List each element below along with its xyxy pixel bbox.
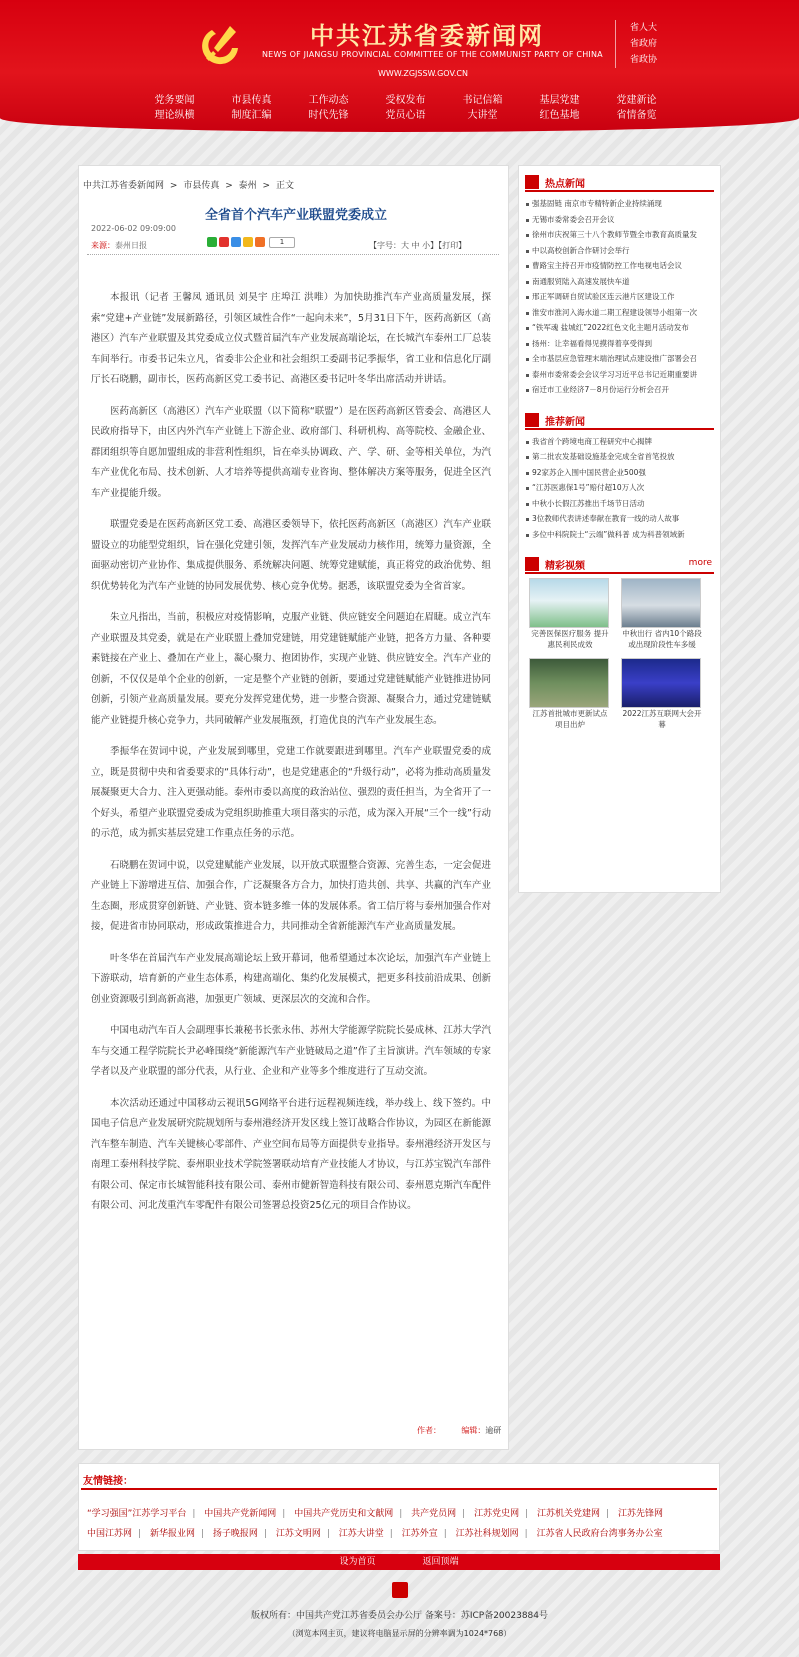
nav-item[interactable]: 党务要闻 (154, 95, 195, 106)
video-card[interactable] (529, 578, 611, 654)
article-paragraph: 朱立凡指出，当前，积极应对疫情影响，克服产业链、供应链安全问题迫在眉睫。成立汽车产业联盟及其党委，就是在产业联盟上叠加党建链，用党建链赋能产业链，把各方力量、各种要素链接在产业上、叠加在产业上，凝心聚力、抱团协作，实现产业链、供应链安全。汽车产业的创新，不仅仅是单个企业的创新，一定是整个产业链的创新，要通过党建链赋能产业链推进协同创新，引领产业高质量发展。要充分发挥党建优势，进一步整合资源、凝聚合力，通过党建链赋能产业链提升核心竞争力，共同破解产业发展瓶颈，打造优良的汽车产业发展生态。 (91, 612, 491, 726)
share-count: 1 (269, 237, 295, 248)
section-marker-icon (525, 413, 539, 427)
hot-news-header (525, 172, 714, 192)
list-item[interactable]: 邢正军调研自贸试验区连云港片区建设工作 (525, 289, 714, 305)
friendly-link[interactable]: 江苏省人民政府台湾事务办公室 (536, 1529, 663, 1539)
friendly-link[interactable]: 江苏文明网 (275, 1529, 321, 1539)
article-date: 2022-06-02 09:09:00 (91, 224, 176, 233)
list-item[interactable]: 无锡市委常委会召开会议 (525, 212, 714, 228)
header-side-links (615, 20, 657, 68)
source-label: 来源： (91, 241, 115, 250)
author-label: 作者： (417, 1426, 441, 1435)
breadcrumb-separator: > (169, 181, 178, 191)
nav-item[interactable]: 基层党建 (539, 95, 580, 106)
nav-item[interactable]: 理论纵横 (154, 110, 195, 121)
font-size-tools[interactable]: 【字号：大 中 小】【打印】 (369, 241, 467, 250)
footer-bar (78, 1554, 720, 1570)
title-divider (87, 254, 499, 255)
sidebar (518, 165, 721, 893)
copyright: 版权所有：中国共产党江苏省委员会办公厅 备案号：苏ICP备20023884号 (250, 1611, 549, 1621)
article-title: 全省首个汽车产业联盟党委成立 (205, 208, 388, 223)
nav-item[interactable]: 党员心语 (385, 110, 426, 121)
friendly-link[interactable]: 中国共产党新闻网 (204, 1509, 277, 1519)
nav-column (367, 93, 444, 123)
video-card[interactable] (621, 658, 703, 734)
breadcrumb (83, 178, 297, 191)
video-title: 精彩视频 (545, 561, 585, 572)
recommend-news-list (525, 434, 714, 543)
links-row: 中国江苏网 | 新华报业网 | 扬子晚报网 | 江苏文明网 | 江苏大讲堂 | 江苏外宣 | 江苏社科规划网 | 江苏省人民政府台湾事务办公室 (87, 1529, 663, 1539)
list-item[interactable]: 92家苏企入围中国民营企业500强 (525, 465, 714, 481)
footer-badge-icon (392, 1582, 408, 1598)
breadcrumb-separator: > (225, 181, 233, 191)
friendly-link[interactable]: 江苏大讲堂 (338, 1529, 384, 1539)
nav-item[interactable]: 制度汇编 (231, 110, 272, 121)
nav-column (136, 93, 213, 123)
nav-item[interactable]: 书记信箱 (462, 95, 503, 106)
nav-column (290, 93, 367, 123)
editor-value: 逾研 (485, 1426, 502, 1435)
friendly-links (78, 1463, 720, 1551)
nav-column (213, 93, 290, 123)
party-emblem-icon (196, 18, 246, 68)
list-item[interactable]: “铁军魂 盐城红”2022红色文化主题月活动发布 (525, 320, 714, 336)
article-paragraph: 本报讯（记者 王馨凤 通讯员 刘昊宇 庄埠江 洪唯）为加快助推汽车产业高质量发展，探索“党建+产业链”发展新路径，引领区域性合作“一起向未来”，5月31日下午，医药高新区（高港区）汽车产业联盟及其党委成立仪式暨首届汽车产业发展高端论坛，在长城汽车泰州工厂总装车间举行。市委书记朱立凡，省委非公企业和社会组织工委副书记季振华，省工业和信息化厅副厅长石晓鹏，副市长，医药高新区党工委书记、高港区委书记叶冬华出席活动并讲话。 (91, 292, 491, 385)
article-paragraph: 本次活动还通过中国移动云视讯5G网络平台进行远程视频连线，举办线上、线下签约。中国电子信息产业发展研究院规划所与泰州港经济开发区线上签订战略合作协议，为园区在新能源汽车整车制造、汽车关键核心零部件、产业空间布局等方面提供专业指导。泰州港经济开发区与南理工泰州科技学院、泰州职业技术学院签署联动培育产业技能人才协议，与江苏宝锐汽车部件有限公司、保定市长城智能科技有限公司、泰州市健新智造科技有限公司、泰州恩克斯汽车配件有限公司、河北茂重汽车零配件有限公司签署总投资25亿元的项目合作协议。 (91, 1097, 491, 1211)
list-item[interactable]: 徐州市庆祝第三十八个教师节暨全市教育高质量发 (525, 227, 714, 243)
friendly-link[interactable]: 江苏先锋网 (617, 1509, 663, 1519)
site-subtitle: NEWS OF JIANGSU PROVINCIAL COMMITTEE OF THE COMMUNIST PARTY OF CHINA (262, 50, 603, 59)
source-value: 泰州日报 (115, 241, 147, 250)
list-item[interactable]: 南通服贸陆入高速发展快车道 (525, 274, 714, 290)
list-item[interactable]: “江苏医惠保1号”赔付超10万人次 (525, 480, 714, 496)
link-provincial-cppcc[interactable]: 省政协 (630, 55, 658, 65)
wechat-share-icon[interactable] (207, 237, 217, 247)
friendly-link[interactable]: 共产党员网 (411, 1509, 457, 1519)
friendly-link[interactable]: 江苏机关党建网 (537, 1509, 601, 1519)
video-thumbnail[interactable] (529, 658, 609, 708)
main-nav (136, 93, 675, 123)
video-thumbnail[interactable] (621, 658, 701, 708)
editor-label: 编辑： (461, 1426, 486, 1435)
video-caption[interactable]: 2022江苏互联网大会开幕 (622, 709, 702, 729)
article-panel (78, 165, 509, 1450)
friendly-link[interactable]: “学习强国”江苏学习平台 (87, 1509, 187, 1519)
back-to-top-link[interactable]: 返回顶端 (422, 1557, 459, 1567)
share-bar (207, 237, 295, 248)
list-item[interactable]: 中以高校创新合作研讨会举行 (525, 243, 714, 259)
hot-news-list (525, 196, 714, 398)
recommend-news-title: 推荐新闻 (545, 416, 585, 428)
nav-item[interactable]: 市县传真 (231, 95, 272, 106)
section-marker-icon (525, 175, 539, 189)
article-paragraph: 中国电动汽车百人会副理事长兼秘书长张永伟、苏州大学能源学院院长晏成林、江苏大学汽车与交通工程学院院长尹必峰围绕“新能源汽车产业链破局之道”作了主旨演讲。汽车领域的专家学者以及产业联盟的部分代表，从行业、企业和产业等多个维度进行了互动交流。 (91, 1025, 491, 1077)
article-paragraph: 石晓鹏在贺词中说，以党建赋能产业发展，以开放式联盟整合资源、完善生态，一定会促进产业链上下游增进互信、加强合作，广泛凝聚各方合力，加快打造共创、共享、共赢的汽车产业生态圈，形成贯穿创新链、产业链、资本链多维一体的发展体系。省工信厅将与泰州加强合作对接，促进省市协同联动，形成政策推进合力，共同推动全省新能源汽车产业高质量发展。 (91, 859, 491, 932)
site-url: WWW.ZGJSSW.GOV.CN (378, 69, 468, 78)
nav-item[interactable]: 时代先锋 (308, 110, 349, 121)
qq-share-icon[interactable] (231, 237, 241, 247)
breadcrumb-home[interactable]: 中共江苏省委新闻网 (83, 181, 165, 191)
friendly-link[interactable]: 中国江苏网 (87, 1529, 133, 1539)
hot-news-title: 热点新闻 (545, 179, 585, 190)
qzone-share-icon[interactable] (243, 237, 253, 247)
nav-column (598, 93, 675, 123)
breadcrumb-city[interactable]: 泰州 (238, 181, 257, 191)
links-row: “学习强国”江苏学习平台 | 中国共产党新闻网 | 中国共产党历史和文献网 | 共产党员网 | 江苏党史网 | 江苏机关党建网 | 江苏先锋网 (87, 1509, 663, 1519)
friendly-link[interactable]: 新华报业网 (149, 1529, 195, 1539)
list-item[interactable]: 泰州市委常委会会议学习习近平总书记近期重要讲 (525, 367, 714, 383)
article-paragraph: 季振华在贺词中说，产业发展到哪里，党建工作就要跟进到哪里。汽车产业联盟党委的成立，既是贯彻中央和省委要求的“具体行动”，也是党建惠企的“升级行动”，必将为推动高质量发展凝聚更大合力、注入更强动能。泰州市委以高度的政治站位、强烈的责任担当，为全省开了一个好头，希望产业联盟党委成为党组织助推重大项目落实的示范，成为深入开展“三个一线”行动的示范，成为抓实基层党建工作重点任务的示范。 (91, 746, 491, 839)
video-grid (525, 578, 714, 734)
friendly-link[interactable]: 扬子晚报网 (212, 1529, 258, 1539)
list-item[interactable]: 全市基层应急管理末端治理试点建设推广部署会召 (525, 351, 714, 367)
nav-item[interactable]: 党建新论 (616, 95, 657, 106)
breadcrumb-current: 正文 (275, 181, 294, 191)
link-provincial-congress[interactable]: 省人大 (630, 23, 658, 33)
video-caption[interactable]: 完善医保医疗服务 提升惠民利民成效 (531, 629, 609, 649)
article-paragraph: 叶冬华在首届汽车产业发展高端论坛上致开幕词，他希望通过本次论坛，加强汽车产业链上下游联动，培育新的产业生态体系，构建高端化、集约化发展模式，把更多科技前沿成果、创新创业资源吸引到高新高港，加强更广领域、更深层次的交流和合作。 (91, 952, 491, 1005)
video-card[interactable] (621, 578, 703, 654)
friendly-links-title: 友情链接： (83, 1476, 133, 1487)
list-item[interactable]: 宿迁市工业经济7－8月份运行分析会召开 (525, 382, 714, 398)
friendly-link[interactable]: 江苏社科规划网 (455, 1529, 519, 1539)
list-item[interactable]: 多位中科院院士“云端”做科普 成为科普领域新 (525, 527, 714, 543)
list-item[interactable]: 我省首个跨境电商工程研究中心揭牌 (525, 434, 714, 450)
list-item[interactable]: 扬州：让幸福看得见摸得着享受得到 (525, 336, 714, 352)
list-item[interactable]: 淮安市淮河入海水道二期工程建设领导小组第一次 (525, 305, 714, 321)
list-item[interactable]: 第二批农发基础设施基金完成全省首笔投放 (525, 449, 714, 465)
friendly-link[interactable]: 江苏外宣 (401, 1529, 438, 1539)
video-caption[interactable]: 中秋出行 省内10个路段或出现阶段性车多缓 (622, 629, 702, 649)
friendly-link[interactable]: 中国共产党历史和文献网 (294, 1509, 394, 1519)
nav-item[interactable]: 受权发布 (385, 95, 426, 106)
video-header (525, 554, 714, 574)
friendly-links-divider (81, 1488, 717, 1490)
nav-item[interactable]: 省情备览 (616, 110, 657, 121)
article-source (91, 240, 147, 251)
article-body (91, 288, 491, 1228)
nav-item[interactable]: 大讲堂 (467, 110, 498, 121)
article-paragraph: 联盟党委是在医药高新区党工委、高港区委领导下，依托医药高新区（高港区）汽车产业联盟设立的功能型党组织，旨在强化党建引领，发挥汽车产业发展动力核作用，统筹力量资源，全面驱动密切产业协作、集成提供服务、系统解决问题、统筹党建赋能，真正将党的政治优势、组织优势转化为汽车产业链的协同发展优势、核心竞争优势。据悉，该联盟党委为全省首家。 (91, 519, 491, 592)
recommend-news-header (525, 410, 714, 430)
site-header (0, 0, 799, 132)
video-card[interactable] (529, 658, 611, 734)
video-thumbnail[interactable] (621, 578, 701, 628)
link-provincial-government[interactable]: 省政府 (630, 39, 658, 49)
video-thumbnail[interactable] (529, 578, 609, 628)
friendly-link[interactable]: 江苏党史网 (474, 1509, 520, 1519)
list-item[interactable]: 强基固链 南京市专精特新企业持续涌现 (525, 196, 714, 212)
nav-column (444, 93, 521, 123)
set-homepage-link[interactable]: 设为首页 (339, 1557, 376, 1567)
video-more-link[interactable]: more (688, 558, 712, 568)
list-item[interactable]: 曹路宝主持召开市疫情防控工作电视电话会议 (525, 258, 714, 274)
nav-item[interactable]: 工作动态 (308, 95, 349, 106)
site-title: 中共江苏省委新闻网 (310, 21, 544, 50)
more-share-icon[interactable] (255, 237, 265, 247)
article-paragraph: 医药高新区（高港区）汽车产业联盟（以下简称“联盟”）是在医药高新区管委会、高港区人民政府指导下，由区内外汽车产业链上下游企业、政府部门、科研机构、高等院校、金融企业、群团组织等自愿加盟组成的非营利性组织，旨在牵头协调政、产、学、研、金等相关单位，为汽车产业优化布局、技术创新、人才培养等提供高端专业咨询、整体解决方案等服务，促进全区汽车产业提能升级。 (91, 405, 491, 499)
resolution-notice: （浏览本网主页，建议将电脑显示屏的分辨率调为1024*768） (287, 1629, 512, 1638)
list-item[interactable]: 中秋小长假江苏推出千场节日活动 (525, 496, 714, 512)
nav-column (521, 93, 598, 123)
article-byline (417, 1425, 501, 1436)
breadcrumb-section[interactable]: 市县传真 (183, 181, 220, 191)
weibo-share-icon[interactable] (219, 237, 229, 247)
breadcrumb-separator: > (262, 181, 271, 191)
section-marker-icon (525, 557, 539, 571)
video-caption[interactable]: 江苏首批城市更新试点项目出炉 (532, 709, 608, 729)
list-item[interactable]: 3位教师代表讲述奉献在教育一线的动人故事 (525, 511, 714, 527)
nav-item[interactable]: 红色基地 (539, 110, 580, 121)
